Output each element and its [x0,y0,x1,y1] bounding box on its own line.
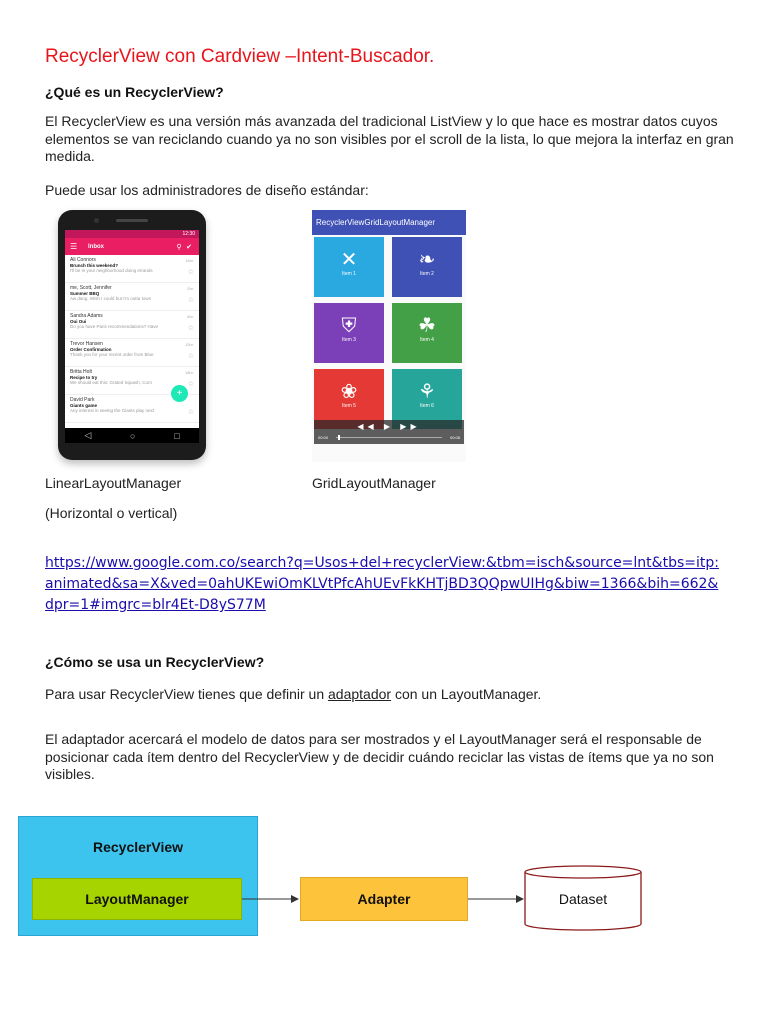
adapter-box: Adapter [300,877,468,921]
video-player-controls [314,420,464,444]
star-icon: ☆ [187,269,194,276]
grid-tile [392,237,462,297]
diagram-connectors [0,860,768,940]
mail-preview: Any interest in seeing the Giants play next [70,408,155,413]
paragraph-adapter: El adaptador acercará el modelo de datos para ser mostrados y el LayoutManager será el responsable de posicionar cada ítem dentro del RecyclerView y de decidir cuándo reciclar las vistas de ítems que ya no son visibles. [45,731,714,782]
tile-icon: ⚘ [418,381,436,403]
tile-icon: ⛨ [341,315,357,337]
mail-sender: Britta Holt [70,369,92,375]
dataset-label: Dataset [558,891,608,907]
mail-preview: Thank you for your recent order from Blue [70,352,154,357]
mail-sender: Trevor Hansen [70,341,103,347]
seek-knob [338,435,340,440]
star-icon: ☆ [187,325,194,332]
mail-item [65,255,199,283]
mail-subject: Oui Oui [70,319,87,324]
mail-preview: We should eat this: Grated Squash, Corn [70,380,152,385]
usage-text-after: con un LayoutManager. [391,686,542,702]
mail-sender: Ali Connors [70,257,96,263]
phone-screen [65,230,199,443]
mail-item [65,339,199,367]
seek-track [336,437,442,438]
mail-time: 2hr [187,286,193,291]
caption-grid: GridLayoutManager [312,475,436,491]
layoutmanager-box: LayoutManager [32,878,242,920]
back-icon: ◁ [84,430,92,440]
tile-label: Item 6 [420,403,434,409]
mail-sender: me, Scott, Jennifer [70,285,112,291]
grid-screenshot [312,210,466,462]
mail-subject: Order Confirmation [70,347,112,352]
mail-subject: Summer BBQ [70,291,100,296]
star-icon: ☆ [187,297,194,304]
mail-time: 18hr [184,370,193,375]
star-icon: ☆ [187,381,194,388]
camera-dot [94,218,99,223]
tile-label: Item 3 [342,337,356,343]
search-icon: ⚲ [176,243,182,251]
mail-time: 6hr [187,314,193,319]
tile-icon: ❀ [340,381,358,403]
grid-tile [392,303,462,363]
tile-label: Item 5 [342,403,356,409]
mail-item [65,311,199,339]
paragraph-intro: El RecyclerView es una versión más avanzada del tradicional ListView y lo que hace es mostrar datos cuyos elementos se van reciclando cuando ya no son visibles por el scroll de la lista, lo que mejora la interfaz en gran medida. [45,113,734,164]
tile-icon: ❧ [418,249,436,271]
recyclerview-label: RecyclerView [92,839,184,855]
phone-screenshot [58,210,206,460]
mail-preview: Do you have Paris recommendations? Have [70,324,159,329]
google-search-link[interactable]: https://www.google.com.co/search?q=Usos+del+recyclerView:&tbm=isch&source=lnt&tbs=itp:animated&sa=X&ved=0ahUKEwiOmKLVtPfcAhUEvFkKHTjBD3QQpwUIHg&biw=1366&bih=662&dpr=1#imgrc=blr4Et-D8yS77M [45,555,719,613]
time-start: 00:00 [318,435,329,440]
caption-orientation: (Horizontal o vertical) [45,505,178,521]
mail-subject: Brunch this weekend? [70,263,119,268]
mail-sender: Sandra Adams [70,313,103,319]
android-nav-bar [65,428,199,443]
mail-preview: I'll be in your neighborhood doing errands [70,268,153,273]
usage-text-before: Para usar RecyclerView tienes que definir un [45,686,329,702]
mail-sender: David Park [70,397,95,403]
mail-preview: Aw dang. Wish I could but I'm outta town [70,296,152,301]
playback-icons: ◀◀ ▶ ▶▶ [357,422,421,431]
star-icon: ☆ [187,409,194,416]
speaker-grille [116,219,148,222]
adaptador-link[interactable]: adaptador [328,686,392,702]
check-icon: ✔ [186,243,192,251]
mail-time: 15m [185,258,193,263]
grid-tile [314,303,384,363]
inbox-title: Inbox [88,243,104,250]
tile-icon: ✕ [340,249,358,271]
star-icon: ☆ [187,353,194,360]
tile-icon: ☘ [418,315,436,337]
tile-label: Item 4 [420,337,434,343]
tile-label: Item 2 [420,271,434,277]
status-bar: 12:30 [65,230,199,238]
tile-label: Item 1 [342,271,356,277]
section-heading-how: ¿Cómo se usa un RecyclerView? [45,654,265,670]
menu-icon: ☰ [70,242,78,251]
mail-subject: Giants game [70,403,98,408]
mail-subject: Recipe to try [70,375,98,380]
compose-fab: + [171,385,188,402]
mail-item [65,283,199,311]
caption-linear: LinearLayoutManager [45,475,182,491]
inbox-app-bar [65,238,199,255]
grid-tile [314,237,384,297]
time-end: 00:08 [449,435,460,440]
recents-icon: □ [174,430,180,441]
grid-app-bar: RecyclerViewGridLayoutManager [312,210,466,235]
home-icon: ○ [130,430,136,441]
paragraph-usage [45,686,541,704]
section-heading-what: ¿Qué es un RecyclerView? [45,84,224,100]
mail-time: 12hr [184,342,193,347]
paragraph-layout-managers: Puede usar los administradores de diseño estándar: [45,182,369,198]
page-title: RecyclerView con Cardview –Intent-Buscador. [45,46,435,67]
